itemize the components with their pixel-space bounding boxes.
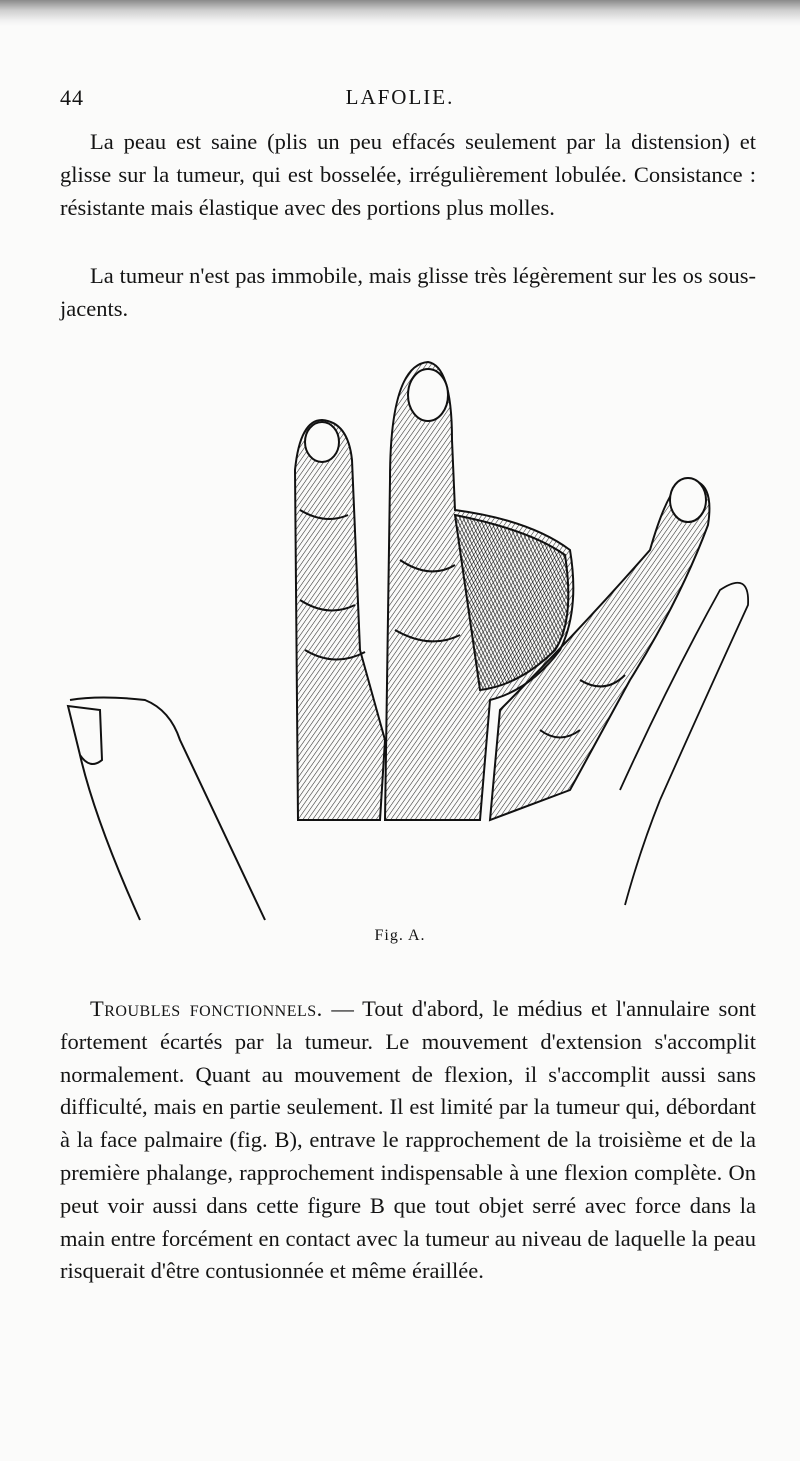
scan-edge [0,0,800,26]
paragraph-mobility [60,260,756,326]
paragraph-skin [60,126,756,224]
figure-caption: Fig. A. [374,927,426,944]
paragraph-functional-troubles [60,993,756,1288]
page-number: 44 [60,85,84,110]
section-dash: — [322,996,363,1021]
section-heading: Troubles fonctionnels. [90,996,323,1021]
hand-illustration [60,350,760,925]
running-title: LAFOLIE. [345,85,455,109]
section-text: Tout d'abord, le médius et l'annulaire sont fortement écartés par la tumeur. Le mouvement d'extension s'accomplit normalement. Quant au mouvement de flexion, il s'accomplit aussi sans difficulté, mais en partie seulement. Il est limité par la tumeur qui, débordant à la face palmaire (fig. B), entrave le rapprochement de la troisième et de la première phalange, rapprochement indispensable à une flexion complète. On peut voir aussi dans cette figure B que tout objet serré avec force dans la main entre forcément en contact avec la tumeur au niveau de laquelle la peau risquerait d'être contusionnée et même éraillée. [60,996,756,1284]
index-finger [295,420,385,820]
paragraph-mobility-text: La tumeur n'est pas immobile, mais glisse très légèrement sur les os sous-jacents. [60,263,756,321]
thumb-outline [68,698,265,921]
paragraph-skin-text: La peau est saine (plis un peu effacés seulement par la distension) et glisse sur la tumeur, qui est bosselée, irrégulièrement lobulée. Consistance : résistante mais élastique avec des portions plus molles. [60,129,756,220]
